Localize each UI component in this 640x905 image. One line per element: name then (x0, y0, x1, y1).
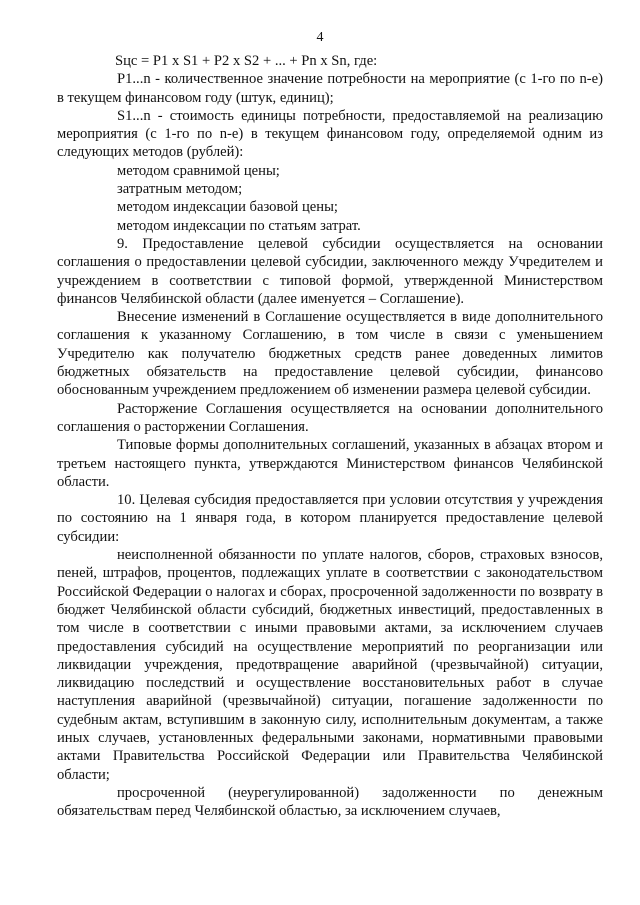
document-body (57, 52, 603, 820)
method-item: затратным методом; (117, 181, 243, 198)
paragraph-standard-forms: Типовые формы дополнительных соглашений, указанных в абзацах втором и третьем настоящего пункта, утверждаются Министерством финансов Челябинской области. (57, 437, 603, 490)
method-item: методом индексации базовой цены; (117, 199, 338, 216)
method-item: методом сравнимой цены; (117, 162, 280, 179)
paragraph-termination: Расторжение Соглашения осуществляется на основании дополнительного соглашения о расторжении Соглашения. (57, 400, 603, 435)
p1-definition: P1...n - количественное значение потребности на мероприятие (с 1-го по n-е) в текущем финансовом году (штук, единиц); (57, 71, 603, 106)
paragraph-9: 9. Предоставление целевой субсидии осуществляется на основании соглашения о предоставлении целевой субсидии, заключенного между Учредителем и учреждением в соответствии с типовой формой, утвержденной Министерством финансов Челябинской области (далее именуется – Соглашение). (57, 235, 603, 307)
paragraph-overdue-debt: просроченной (неурегулированной) задолженности по денежным обязательствам перед Челябинской областью, за исключением случаев, (57, 784, 603, 820)
subsidy-formula: Sцс = P1 x S1 + P2 x S2 + ... + Pn x Sn, где: (115, 53, 378, 69)
method-item: методом индексации по статьям затрат. (117, 217, 361, 234)
s1-definition: S1...n - стоимость единицы потребности, предоставляемой на реализацию мероприятия (с 1-го по n-е) в текущем финансовом году, определяемой одним из следующих методов (рублей): (57, 107, 603, 161)
paragraph-unpaid-obligations: неисполненной обязанности по уплате налогов, сборов, страховых взносов, пеней, штрафов, процентов, подлежащих уплате в соответствии с законодательством Российской Федерации о налогах и сборах, просроченной задолженности по возврату в бюджет Челябинской области субсидий, бюджетных инвестиций, предоставленных в том числе в соответствии с иными правовыми актами, за исключением случаев предоставления субсидий на осуществление мероприятий по реорганизации или ликвидации учреждения, предотвращение аварийной (чрезвычайной) ситуации, ликвидацию последствий и осуществление восстановительных работ в случае наступления аварийной (чрезвычайной) ситуации, погашение задолженности по судебным актам, вступившим в законную силу, исполнительным документам, а также иных случаев, установленных федеральными законами, нормативными правовыми актами Правительства Российской Федерации или Правительства Челябинской области; (57, 547, 603, 783)
page-number: 4 (316, 30, 324, 45)
paragraph-amendments: Внесение изменений в Соглашение осуществляется в виде дополнительного соглашения к указанному Соглашению, в том числе в связи с уменьшением Учредителю как получателю бюджетных средств ранее доведенных лимитов бюджетных обязательств на предоставление целевой субсидии, финансово обоснованным учреждением предложением об изменении размера целевой субсидии. (57, 309, 603, 399)
paragraph-10: 10. Целевая субсидия предоставляется при условии отсутствия у учреждения по состоянию на 1 января года, в котором планируется предоставление целевой субсидии: (57, 492, 603, 545)
